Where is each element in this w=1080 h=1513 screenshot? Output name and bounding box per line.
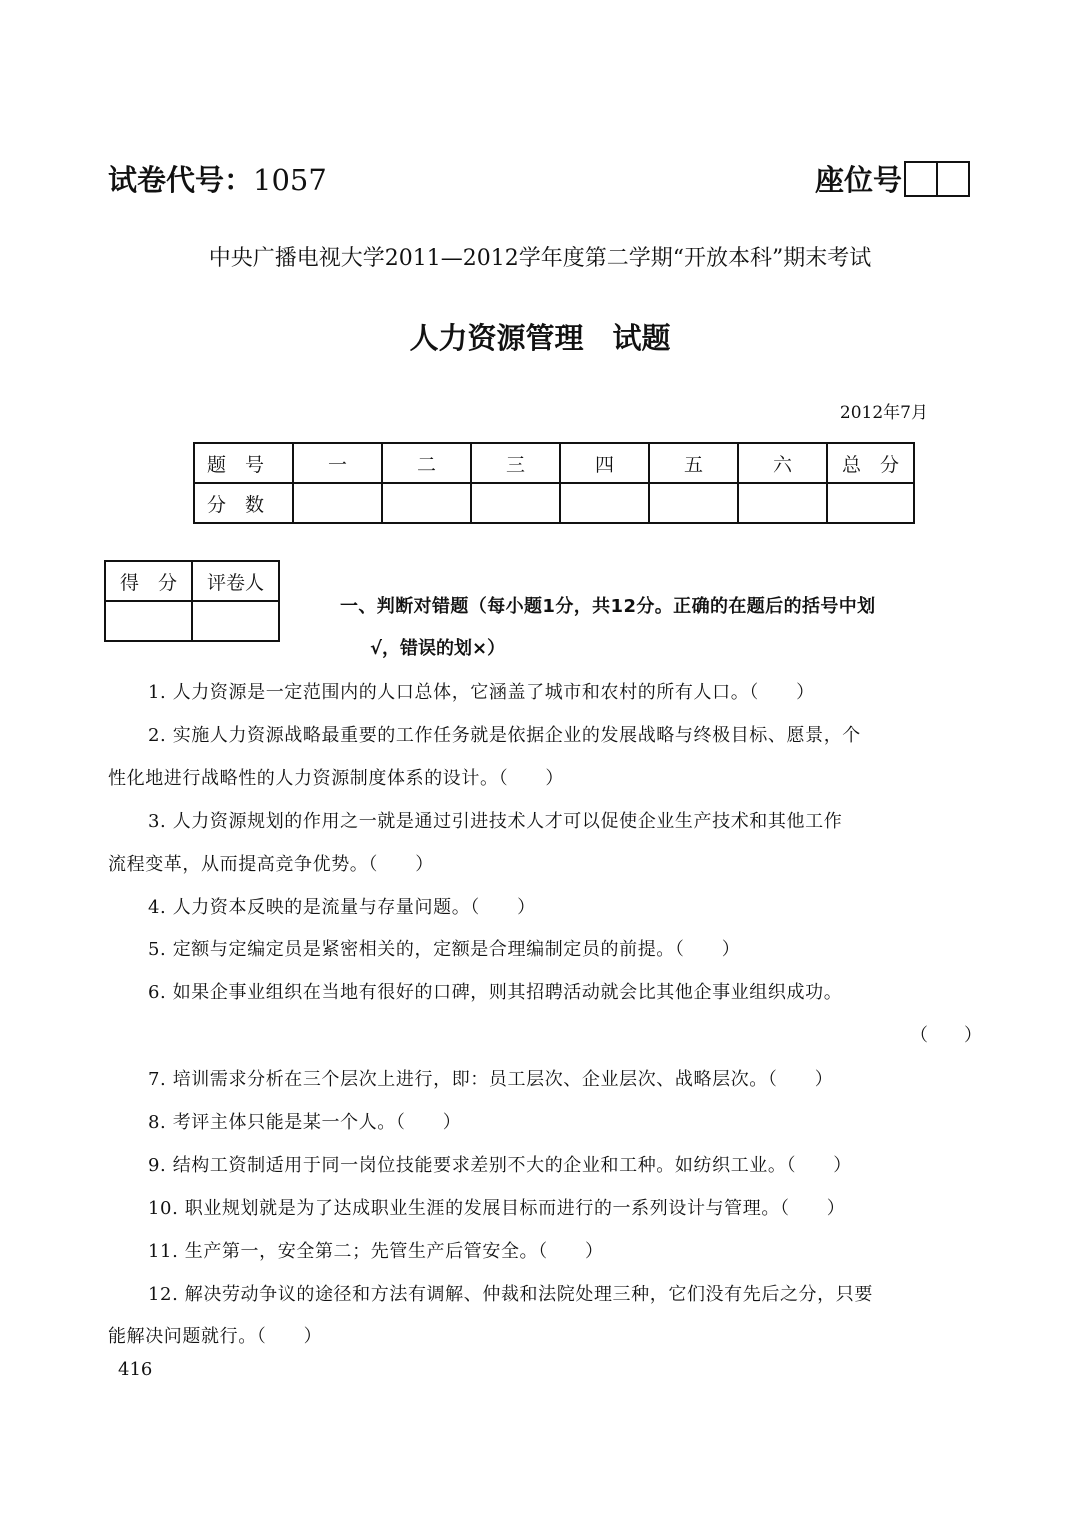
- question-8: 8. 考评主体只能是某一个人。（ ）: [148, 1112, 462, 1133]
- grader-score-label: 得 分: [105, 561, 192, 601]
- page-number: 416: [118, 1359, 153, 1380]
- question-7: 7. 培训需求分析在三个层次上进行，即：员工层次、企业层次、战略层次。（ ）: [148, 1069, 834, 1090]
- score-table-header-row: [194, 443, 914, 483]
- question-12: 12. 解决劳动争议的途径和方法有调解、仲裁和法院处理三种，它们没有先后之分，只要: [148, 1284, 873, 1305]
- question-3: 3. 人力资源规划的作用之一就是通过引进技术人才可以促使企业生产技术和其他工作: [148, 811, 843, 832]
- score-table-col: 四: [560, 443, 649, 483]
- grader-name-label: 评卷人: [192, 561, 279, 601]
- grader-table-blank-row: [105, 601, 279, 641]
- question-3-cont: 流程变革，从而提高竞争优势。（ ）: [108, 854, 434, 875]
- seat-number: [815, 158, 970, 199]
- question-9: 9. 结构工资制适用于同一岗位技能要求差别不大的企业和工种。如纺织工业。（ ）: [148, 1155, 852, 1176]
- score-table: [193, 442, 915, 524]
- score-table-col: 三: [471, 443, 560, 483]
- score-cell: [738, 483, 827, 523]
- exam-code: [108, 158, 327, 199]
- grader-table-header-row: [105, 561, 279, 601]
- question-6: 6. 如果企事业组织在当地有很好的口碑，则其招聘活动就会比其他企事业组织成功。: [148, 982, 843, 1003]
- question-12-cont: 能解决问题就行。（ ）: [108, 1326, 323, 1347]
- question-10: 10. 职业规划就是为了达成职业生涯的发展目标而进行的一系列设计与管理。（ ）: [148, 1198, 846, 1219]
- score-table-row1-label: 题 号: [194, 443, 293, 483]
- exam-code-value: 1057: [253, 163, 327, 197]
- score-cell-total: [827, 483, 914, 523]
- grader-table: [104, 560, 280, 642]
- main-title: 人力资源管理 试题: [409, 321, 671, 355]
- score-cell: [382, 483, 471, 523]
- score-table-col: 一: [293, 443, 382, 483]
- score-cell: [649, 483, 738, 523]
- question-2: 2. 实施人力资源战略最重要的工作任务就是依据企业的发展战略与终极目标、愿景，个: [148, 725, 861, 746]
- score-table-col: 二: [382, 443, 471, 483]
- score-table-total-label: 总 分: [827, 443, 914, 483]
- grader-name-cell: [192, 601, 279, 641]
- score-table-col: 五: [649, 443, 738, 483]
- score-cell: [560, 483, 649, 523]
- grader-score-cell: [105, 601, 192, 641]
- seat-number-label: 座位号: [815, 163, 903, 197]
- exam-date: 2012年7月: [839, 403, 928, 423]
- question-5: 5. 定额与定编定员是紧密相关的，定额是合理编制定员的前提。（ ）: [148, 939, 741, 960]
- score-table-score-row: [194, 483, 914, 523]
- score-table-col: 六: [738, 443, 827, 483]
- section-title-cont: √，错误的划×）: [370, 638, 506, 659]
- exam-title: 中央广播电视大学2011—2012学年度第二学期“开放本科”期末考试: [208, 246, 872, 271]
- question-6-blank: （ ）: [910, 1025, 982, 1046]
- seat-box: [938, 161, 970, 197]
- section-title: 一、判断对错题（每小题1分，共12分。正确的在题后的括号中划: [340, 596, 876, 617]
- score-cell: [471, 483, 560, 523]
- question-11: 11. 生产第一，安全第二；先管生产后管安全。（ ）: [148, 1241, 604, 1262]
- question-2-cont: 性化地进行战略性的人力资源制度体系的设计。（ ）: [108, 768, 564, 789]
- question-1: 1. 人力资源是一定范围内的人口总体，它涵盖了城市和农村的所有人口。（ ）: [148, 682, 815, 703]
- seat-number-boxes: [904, 161, 970, 197]
- score-table-row2-label: 分 数: [194, 483, 293, 523]
- question-4: 4. 人力资本反映的是流量与存量问题。（ ）: [148, 897, 536, 918]
- score-cell: [293, 483, 382, 523]
- seat-box: [904, 161, 938, 197]
- exam-code-label: 试卷代号：: [108, 163, 254, 197]
